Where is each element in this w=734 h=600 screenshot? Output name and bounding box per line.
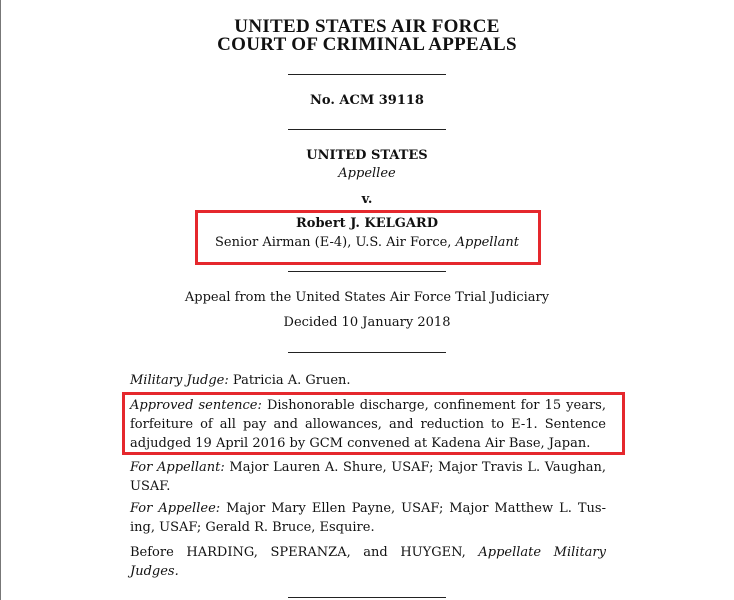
divider [288, 129, 446, 130]
appellee-name: UNITED STATES [306, 148, 428, 163]
military-judge [130, 371, 606, 390]
panel-judges-role: Appellate Military Judges. [130, 545, 606, 579]
approved-sentence-text: Dishonorable discharge, confinement for 15 years, forfeiture of all pay and allowances, and reduction to E-1. Sentence adjudged 19 April 2016 by GCM convened at Kadena Air Base, Japan. [130, 398, 606, 451]
panel-judges-names: Before HARDING, SPERANZA, and HUYGEN, [130, 545, 466, 560]
divider [288, 271, 446, 272]
divider [288, 74, 446, 75]
for-appellant-label: For Appellant: [130, 460, 225, 475]
approved-sentence-label: Approved sentence: [130, 398, 262, 413]
appellant-rank: Senior Airman (E-4), U.S. Air Force, [215, 235, 452, 250]
court-name-line-2: COURT OF CRIMINAL APPEALS [217, 34, 517, 55]
panel-judges [130, 543, 606, 581]
counsel-for-appellee [130, 499, 606, 537]
military-judge-name: Patricia A. Gruen. [232, 373, 351, 388]
case-number: No. ACM 39118 [310, 93, 424, 108]
appellant-name: Robert J. KELGARD [295, 216, 439, 231]
military-judge-label: Military Judge: [130, 373, 229, 388]
for-appellee-text: Major Mary Ellen Payne, USAF; Major Matthew L. Tusing, USAF; Gerald R. Bruce, Esquire. [130, 501, 606, 535]
highlight-box-sentence [122, 392, 625, 455]
for-appellee-label: For Appellee: [130, 501, 221, 516]
decision-date: Decided 10 January 2018 [283, 315, 451, 330]
appellee-role: Appellee [338, 166, 396, 181]
highlight-box-appellant [195, 210, 541, 265]
counsel-for-appellant [130, 458, 606, 496]
court-name-line-1: UNITED STATES AIR FORCE [234, 16, 500, 37]
divider [288, 597, 446, 598]
divider [288, 352, 446, 353]
versus: v. [361, 192, 373, 207]
appeal-source: Appeal from the United States Air Force Trial Judiciary [184, 290, 550, 305]
appellant-role: Appellant [455, 235, 519, 250]
for-appellant-text: Major Lauren A. Shure, USAF; Major Travis L. Vaughan, USAF. [130, 460, 606, 494]
